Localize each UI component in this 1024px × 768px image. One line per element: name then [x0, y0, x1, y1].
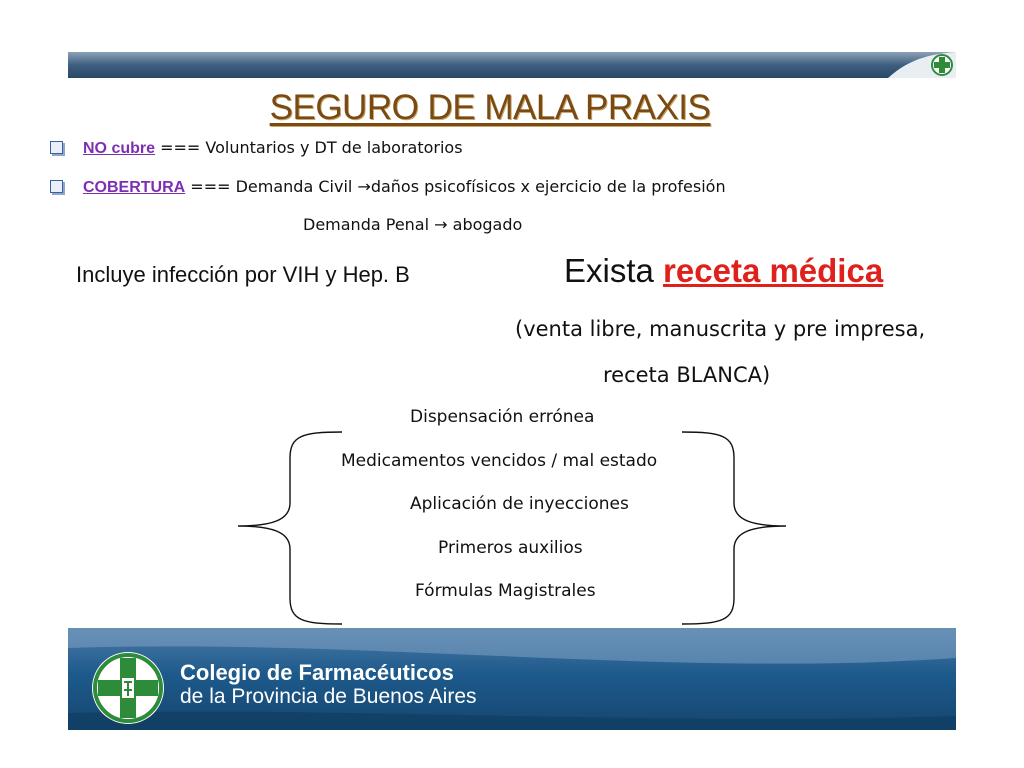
receta-medica-highlight: receta médica: [663, 252, 884, 289]
arrow-right-icon: →: [434, 215, 448, 234]
bullet-cobertura: [50, 177, 726, 197]
receta-detail-line2: receta BLANCA): [603, 363, 771, 387]
bullet-no-cubre: [50, 138, 463, 158]
incluye-text: Incluye infección por VIH y Hep. B: [76, 262, 410, 287]
arrow-right-icon: →: [357, 177, 371, 196]
cobertura-text: === Demanda Civil: [185, 177, 358, 196]
cobertura-label: COBERTURA: [83, 179, 186, 196]
page-title: SEGURO DE MALA PRAXIS: [269, 88, 711, 127]
no-cubre-label: NO cubre: [83, 140, 156, 157]
receta-detail-line1: (venta libre, manuscrita y pre impresa,: [515, 317, 926, 341]
left-brace-icon: [232, 428, 352, 628]
footer-title: Colegio de Farmacéuticos: [180, 660, 454, 685]
right-brace-icon: [676, 428, 796, 628]
header-bar: [68, 52, 956, 78]
brace-item-dispensacion: Dispensación errónea: [410, 407, 595, 427]
checkbox-bullet-icon: [50, 180, 63, 193]
colegio-logo-icon: [90, 650, 166, 726]
demanda-penal-detail: abogado: [447, 215, 523, 234]
brace-item-inyecciones: Aplicación de inyecciones: [410, 494, 629, 514]
exista-line: [564, 252, 883, 290]
header-logo-icon: [932, 55, 952, 75]
demanda-penal-text: Demanda Penal: [303, 215, 435, 234]
footer-subtitle: de la Provincia de Buenos Aires: [180, 685, 477, 708]
cobertura-detail: daños psicofísicos x ejercicio de la profesión: [370, 177, 726, 196]
no-cubre-text: === Voluntarios y DT de laboratorios: [155, 138, 463, 157]
exista-prefix: Exista: [564, 252, 664, 289]
brace-item-medicamentos: Medicamentos vencidos / mal estado: [341, 451, 658, 471]
checkbox-bullet-icon: [50, 141, 63, 154]
brace-item-primeros-auxilios: Primeros auxilios: [438, 538, 583, 558]
brace-item-formulas: Fórmulas Magistrales: [415, 581, 596, 601]
demanda-penal-line: [303, 215, 522, 234]
